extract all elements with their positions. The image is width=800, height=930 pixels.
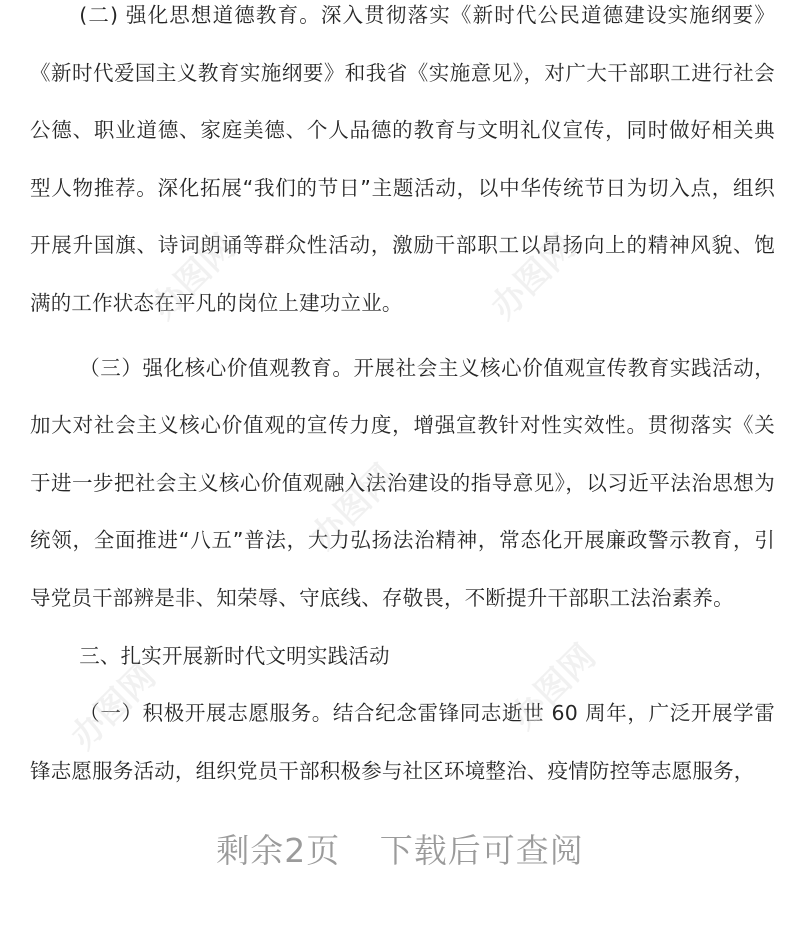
paragraph-core-values-education: （三）强化核心价值观教育。开展社会主义核心价值观宣传教育实践活动，加大对社会主义核心价值观的宣传力度，增强宣教针对性实效性。贯彻落实《关于进一步把社会主义核心价值观融入法治建设的指导意见》，以习近平法治思想为统领，全面推进“八五”普法，大力弘扬法治精神，常态化开展廉政警示教育，引导党员干部辨是非、知荣辱、守底线、存敬畏，不断提升干部职工法治素养。 bbox=[30, 355, 775, 610]
document-body bbox=[30, 0, 775, 800]
remaining-pages-banner[interactable] bbox=[0, 825, 800, 872]
watermark-logo: 办图网 bbox=[483, 226, 584, 328]
paragraph-thought-moral-education: (二) 强化思想道德教育。深入贯彻落实《新时代公民道德建设实施纲要》《新时代爱国主义教育实施纲要》和我省《实施意见》，对广大干部职工进行社会公德、职业道德、家庭美德、个人品德的教育与文明礼仪宣传，同时做好相关典型人物推荐。深化拓展“我们的节日”主题活动，以中华传统节日为切入点，组织开展升国旗、诗词朗诵等群众性活动，激励干部职工以昂扬向上的精神风貌、饱满的工作状态在平凡的岗位上建功立业。 bbox=[30, 3, 775, 315]
download-to-view-text: 下载后可查阅 bbox=[379, 831, 584, 870]
section-heading-civilization-practice: 三、扎实开展新时代文明实践活动 bbox=[79, 643, 390, 668]
paragraph-gap bbox=[30, 333, 775, 340]
watermark-logo: 办图网 bbox=[503, 636, 604, 738]
watermark-logo: 办图网 bbox=[63, 656, 164, 758]
paragraph-volunteer-service: （一）积极开展志愿服务。结合纪念雷锋同志逝世 60 周年，广泛开展学雷锋志愿服务活动，组织党员干部积极参与社区环境整治、疫情防控等志愿服务， bbox=[30, 701, 775, 783]
watermark-logo: 办图网 bbox=[143, 226, 244, 328]
watermark-logo: 办图网 bbox=[303, 456, 404, 558]
remaining-pages-text: 剩余2页 bbox=[216, 831, 341, 870]
